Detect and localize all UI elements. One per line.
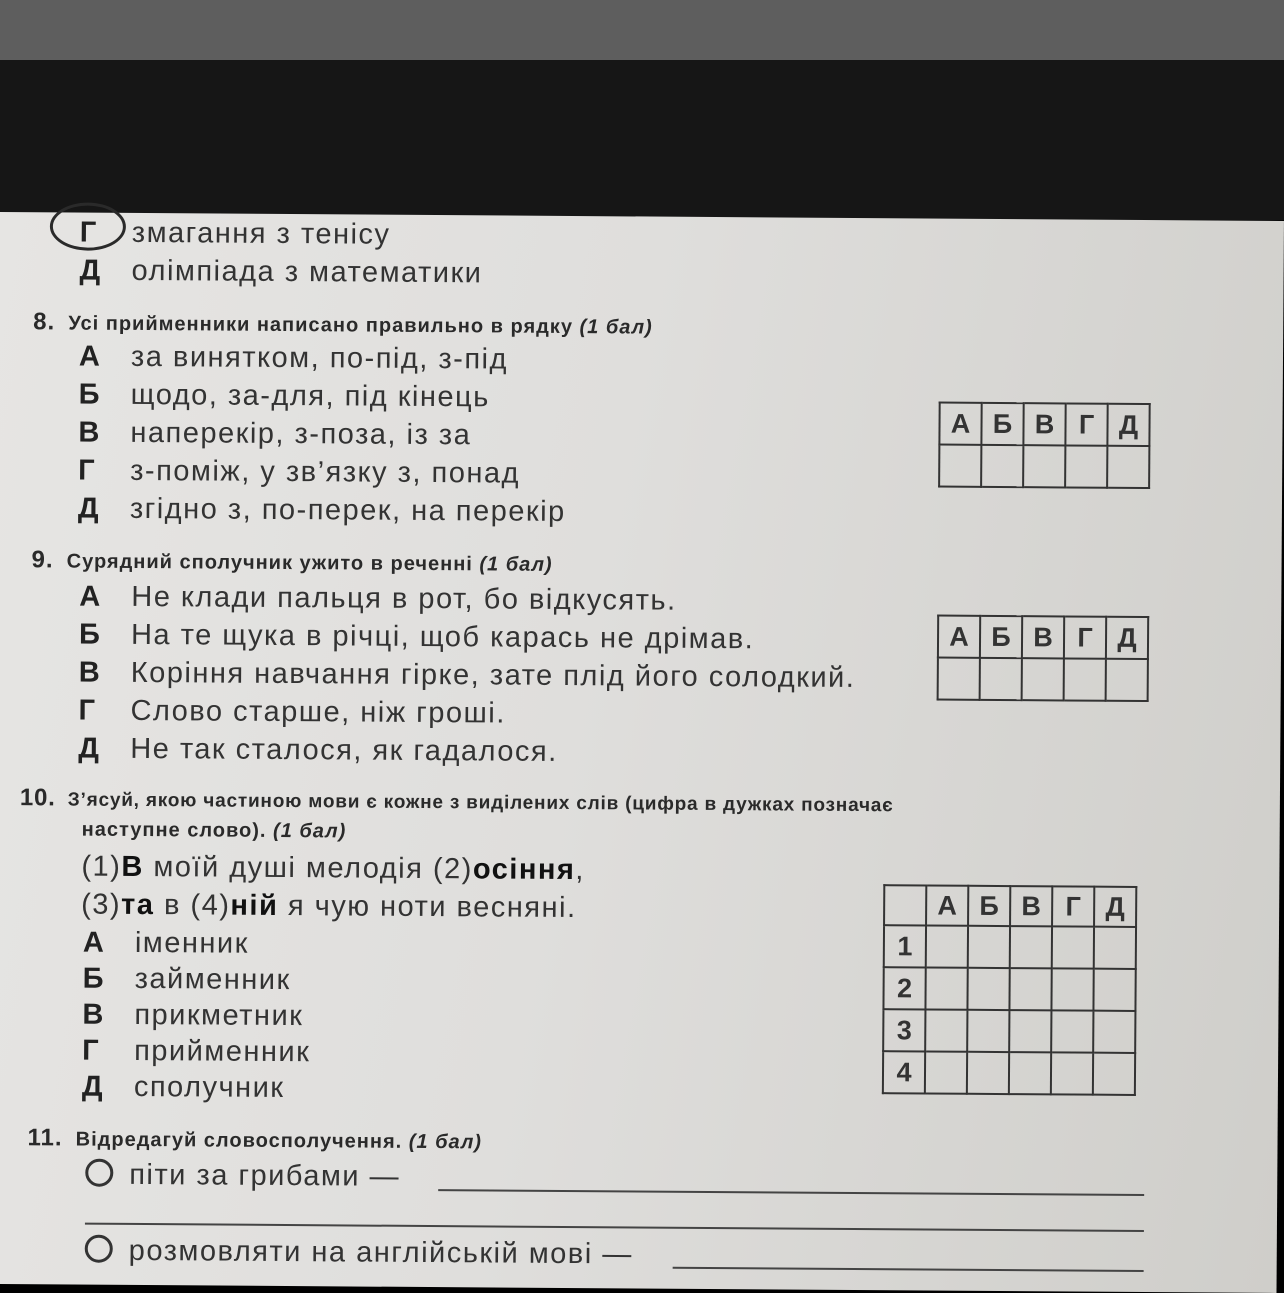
answer-cell[interactable] <box>1023 445 1065 487</box>
q8-option-g: Г з-поміж, у зв’язку з, понад <box>78 454 521 490</box>
bullet-circle-icon <box>85 1235 113 1263</box>
q10-prompt-line2: наступне слово). (1 бал) <box>81 818 347 843</box>
q8-answer-grid: А Б В Г Д <box>938 402 1151 489</box>
answer-cell[interactable] <box>1065 445 1107 487</box>
q10-option-g: Г прийменник <box>82 1034 311 1069</box>
q8-prompt: 8. Усі прийменники написано правильно в рядку (1 бал) <box>33 308 653 339</box>
answer-cell[interactable] <box>925 1051 967 1093</box>
answer-cell[interactable] <box>1009 1010 1051 1052</box>
answer-line[interactable] <box>673 1267 1144 1272</box>
q10-poem-line1: (1)В моїй душі мелодія (2)осіння, <box>81 850 586 887</box>
q8-option-d: Д згідно з, по-перек, на перекір <box>77 492 566 528</box>
answer-cell[interactable] <box>967 1010 1009 1052</box>
answer-cell[interactable] <box>967 1052 1009 1094</box>
q9-prompt: 9. Сурядний сполучник ужито в реченні (1 бал) <box>31 546 553 576</box>
answer-line[interactable] <box>85 1223 1144 1232</box>
q9-option-g: Г Слово старше, ніж гроші. <box>78 694 506 730</box>
answer-cell[interactable] <box>1051 1052 1093 1094</box>
answer-cell[interactable] <box>1093 1011 1135 1053</box>
answer-cell[interactable] <box>926 925 968 967</box>
answer-cell[interactable] <box>980 658 1022 700</box>
q10-option-d: Д сполучник <box>81 1070 285 1105</box>
answer-cell[interactable] <box>1064 658 1106 700</box>
q9-option-a: А Не клади пальця в рот, бо відкусять. <box>79 580 677 617</box>
bullet-circle-icon <box>85 1159 113 1187</box>
answer-cell[interactable] <box>968 926 1010 968</box>
answer-cell[interactable] <box>1051 968 1093 1010</box>
q7-option-d: Д олімпіада з математики <box>79 254 483 290</box>
q10-poem-line2: (3)та в (4)ній я чую ноти весняні. <box>81 888 577 925</box>
q8-option-a: А за винятком, по-під, з-під <box>78 340 509 376</box>
q10-option-b: Б займенник <box>82 962 291 997</box>
answer-cell[interactable] <box>1107 446 1149 488</box>
q11-item-1: піти за грибами — <box>85 1159 400 1194</box>
answer-cell[interactable] <box>938 658 980 700</box>
answer-cell[interactable] <box>1009 968 1051 1010</box>
answer-cell[interactable] <box>981 445 1023 487</box>
answer-cell[interactable] <box>1022 658 1064 700</box>
dark-background <box>0 60 1284 220</box>
q11-prompt: 11. Відредагуй словосполучення. (1 бал) <box>27 1124 483 1154</box>
answer-cell[interactable] <box>925 967 967 1009</box>
q10-option-a: А іменник <box>82 926 249 960</box>
top-bezel <box>0 0 1284 60</box>
q10-answer-grid: А Б В Г Д 1 2 3 4 <box>882 884 1137 1096</box>
q8-option-b: Б щодо, за-для, під кінець <box>78 378 490 414</box>
q9-option-b: Б На те щука в річці, щоб карась не дрімав. <box>78 618 755 656</box>
q9-answer-grid: А Б В Г Д <box>937 615 1150 702</box>
answer-cell[interactable] <box>939 445 981 487</box>
answer-cell[interactable] <box>1052 926 1094 968</box>
q9-option-d: Д Не так сталося, як гадалося. <box>78 732 558 768</box>
answer-cell[interactable] <box>1051 1010 1093 1052</box>
answer-cell[interactable] <box>1094 927 1136 969</box>
q7-option-g: Г змагання з тенісу <box>79 216 391 251</box>
answer-cell[interactable] <box>1093 1053 1135 1095</box>
q11-item-2: розмовляти на англійській мові — <box>85 1235 633 1272</box>
answer-cell[interactable] <box>967 968 1009 1010</box>
q10-option-v: В прикметник <box>82 998 304 1033</box>
answer-cell[interactable] <box>925 1009 967 1051</box>
q8-option-v: В наперекір, з-поза, із за <box>78 416 472 452</box>
answer-line[interactable] <box>438 1189 1144 1196</box>
answer-cell[interactable] <box>1009 1052 1051 1094</box>
q10-prompt-line1: 10. З’ясуй, якою частиною мови є кожне з виділених слів (цифра в дужках позначає <box>19 784 894 817</box>
answer-cell[interactable] <box>1106 659 1148 701</box>
worksheet-page <box>0 212 1284 1293</box>
answer-cell[interactable] <box>1093 969 1135 1011</box>
answer-cell[interactable] <box>1010 926 1052 968</box>
q9-option-v: В Коріння навчання гірке, зате плід його солодкий. <box>78 656 856 694</box>
